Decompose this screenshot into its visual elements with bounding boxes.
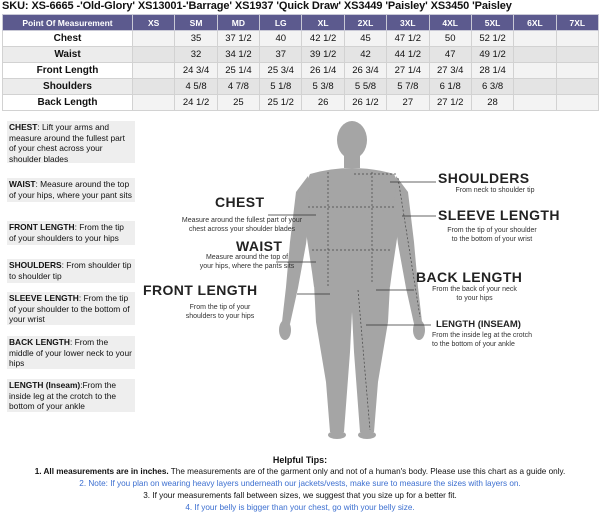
cell: 44 1/2: [387, 47, 429, 63]
figure-inseam-note: From the inside leg at the crotch to the bottom of your ankle: [432, 332, 532, 348]
header-size: 7XL: [556, 15, 598, 31]
cell: 42 1/2: [302, 31, 344, 47]
cell: 5 1/8: [260, 79, 302, 95]
figure-shoulders-title: SHOULDERS: [438, 170, 530, 186]
cell: 5 3/8: [302, 79, 344, 95]
desc-term: WAIST: [9, 179, 36, 189]
header-size: MD: [217, 15, 259, 31]
header-point-of-measurement: Point Of Measurement: [3, 15, 133, 31]
tip-bold: 1. All measurements are in inches.: [34, 467, 169, 476]
desc-text: : From the middle of your lower neck to your hips: [9, 337, 132, 368]
cell: 27 1/2: [429, 95, 471, 111]
cell: 35: [175, 31, 217, 47]
cell: 28 1/4: [471, 63, 513, 79]
header-size: SM: [175, 15, 217, 31]
desc-text: : From the tip of your shoulders to your hips: [9, 222, 124, 243]
cell: 26 1/2: [344, 95, 386, 111]
cell: 40: [260, 31, 302, 47]
figure-back-length-note: From the back of your neck to your hips: [432, 286, 517, 302]
cell: 25 1/4: [217, 63, 259, 79]
header-size: XL: [302, 15, 344, 31]
cell: [556, 63, 598, 79]
cell: 6 1/8: [429, 79, 471, 95]
header-size: 3XL: [387, 15, 429, 31]
desc-text: : From shoulder tip to shoulder tip: [9, 260, 132, 281]
row-label: Chest: [3, 31, 133, 47]
desc-term: FRONT LENGTH: [9, 222, 75, 232]
figure-sleeve-length-title: SLEEVE LENGTH: [438, 207, 560, 223]
cell: 26 3/4: [344, 63, 386, 79]
figure-waist-note: Measure around the top of your hips, where the pants sits: [199, 254, 295, 270]
desc-shoulders: [7, 259, 135, 283]
desc-text: :From the inside leg at the crotch to the bottom of your ankle: [9, 380, 117, 411]
cell: 25 1/2: [260, 95, 302, 111]
cell: 45: [344, 31, 386, 47]
header-size: 4XL: [429, 15, 471, 31]
tip-item: [0, 491, 600, 500]
row-label: Front Length: [3, 63, 133, 79]
desc-text: : Measure around the top of your hips, where your pant sits: [9, 179, 132, 200]
figure-chest-note: Measure around the fullest part of your chest across your shoulder blades: [181, 217, 303, 233]
table-header-row: [3, 15, 599, 31]
figure-shoulders-note: From neck to shoulder tip: [455, 187, 535, 194]
row-label: Shoulders: [3, 79, 133, 95]
cell: [556, 79, 598, 95]
desc-term: LENGTH (Inseam): [9, 380, 81, 390]
header-size: 2XL: [344, 15, 386, 31]
cell: 42: [344, 47, 386, 63]
desc-term: BACK LENGTH: [9, 337, 70, 347]
cell: 37 1/2: [217, 31, 259, 47]
cell: [514, 79, 556, 95]
desc-term: CHEST: [9, 122, 38, 132]
desc-back-length: [7, 336, 135, 369]
measurement-figure: [140, 112, 600, 452]
table-row: [3, 79, 599, 95]
tip-text: 3. If your measurements fall between sizes, we suggest that you size up for a better fit.: [143, 491, 457, 500]
cell: 52 1/2: [471, 31, 513, 47]
cell: 26: [302, 95, 344, 111]
header-size: 6XL: [514, 15, 556, 31]
cell: 28: [471, 95, 513, 111]
row-label: Back Length: [3, 95, 133, 111]
desc-term: SHOULDERS: [9, 260, 62, 270]
header-size: XS: [133, 15, 175, 31]
desc-inseam: [7, 379, 135, 412]
desc-text: : Lift your arms and measure around the fullest part of your chest across your shoulder blades: [9, 122, 125, 164]
tip-item: [0, 467, 600, 476]
table-row: [3, 63, 599, 79]
figure-front-length-title: FRONT LENGTH: [143, 282, 258, 298]
desc-sleeve-length: [7, 292, 135, 325]
figure-sleeve-length-note: From the tip of your shoulder to the bottom of your wrist: [447, 227, 537, 243]
desc-waist: [7, 178, 135, 202]
cell: [514, 95, 556, 111]
table-row: [3, 95, 599, 111]
sku-line: SKU: XS-6665 -'Old-Glory' XS13001-'Barrage' XS1937 'Quick Draw' XS3449 'Paisley' XS3450 'Paisley: [2, 0, 512, 12]
cell: 4 7/8: [217, 79, 259, 95]
cell: [133, 31, 175, 47]
cell: [556, 95, 598, 111]
cell: [133, 63, 175, 79]
cell: [514, 31, 556, 47]
cell: 50: [429, 31, 471, 47]
tip-text: 2. Note: If you plan on wearing heavy layers underneath our jackets/vests, make sure to measure the sizes with layers on.: [79, 479, 521, 488]
cell: 25: [217, 95, 259, 111]
cell: 34 1/2: [217, 47, 259, 63]
cell: 25 3/4: [260, 63, 302, 79]
tips-title: Helpful Tips:: [272, 455, 328, 465]
cell: 49 1/2: [471, 47, 513, 63]
header-size: LG: [260, 15, 302, 31]
row-label: Waist: [3, 47, 133, 63]
cell: 27 3/4: [429, 63, 471, 79]
figure-front-length-note: From the tip of your shoulders to your hips: [185, 304, 255, 320]
size-chart-table: [2, 14, 599, 111]
cell: 47: [429, 47, 471, 63]
cell: [514, 63, 556, 79]
cell: 27 1/4: [387, 63, 429, 79]
figure-waist-title: WAIST: [236, 238, 283, 254]
cell: [556, 47, 598, 63]
cell: [556, 31, 598, 47]
cell: 24 3/4: [175, 63, 217, 79]
desc-text: : From the tip of your shoulder to the bottom of your wrist: [9, 293, 130, 324]
tip-item: [0, 479, 600, 488]
desc-front-length: [7, 221, 135, 245]
desc-term: SLEEVE LENGTH: [9, 293, 79, 303]
cell: 6 3/8: [471, 79, 513, 95]
figure-chest-title: CHEST: [215, 194, 265, 210]
figure-back-length-title: BACK LENGTH: [416, 269, 523, 285]
cell: 39 1/2: [302, 47, 344, 63]
cell: 32: [175, 47, 217, 63]
figure-inseam-title: LENGTH (INSEAM): [436, 319, 521, 330]
tip-text: The measurements are of the garment only and not of a human's body. Please use this chart as a guide only.: [168, 467, 566, 476]
tip-item: [0, 503, 600, 512]
cell: [514, 47, 556, 63]
header-size: 5XL: [471, 15, 513, 31]
cell: [133, 47, 175, 63]
cell: [133, 95, 175, 111]
cell: 5 5/8: [344, 79, 386, 95]
cell: 24 1/2: [175, 95, 217, 111]
cell: 27: [387, 95, 429, 111]
cell: 47 1/2: [387, 31, 429, 47]
cell: [133, 79, 175, 95]
table-row: [3, 47, 599, 63]
cell: 4 5/8: [175, 79, 217, 95]
tip-text: 4. If your belly is bigger than your chest, go with your belly size.: [185, 503, 415, 512]
cell: 26 1/4: [302, 63, 344, 79]
desc-chest: [7, 121, 135, 163]
cell: 37: [260, 47, 302, 63]
cell: 5 7/8: [387, 79, 429, 95]
table-row: [3, 31, 599, 47]
